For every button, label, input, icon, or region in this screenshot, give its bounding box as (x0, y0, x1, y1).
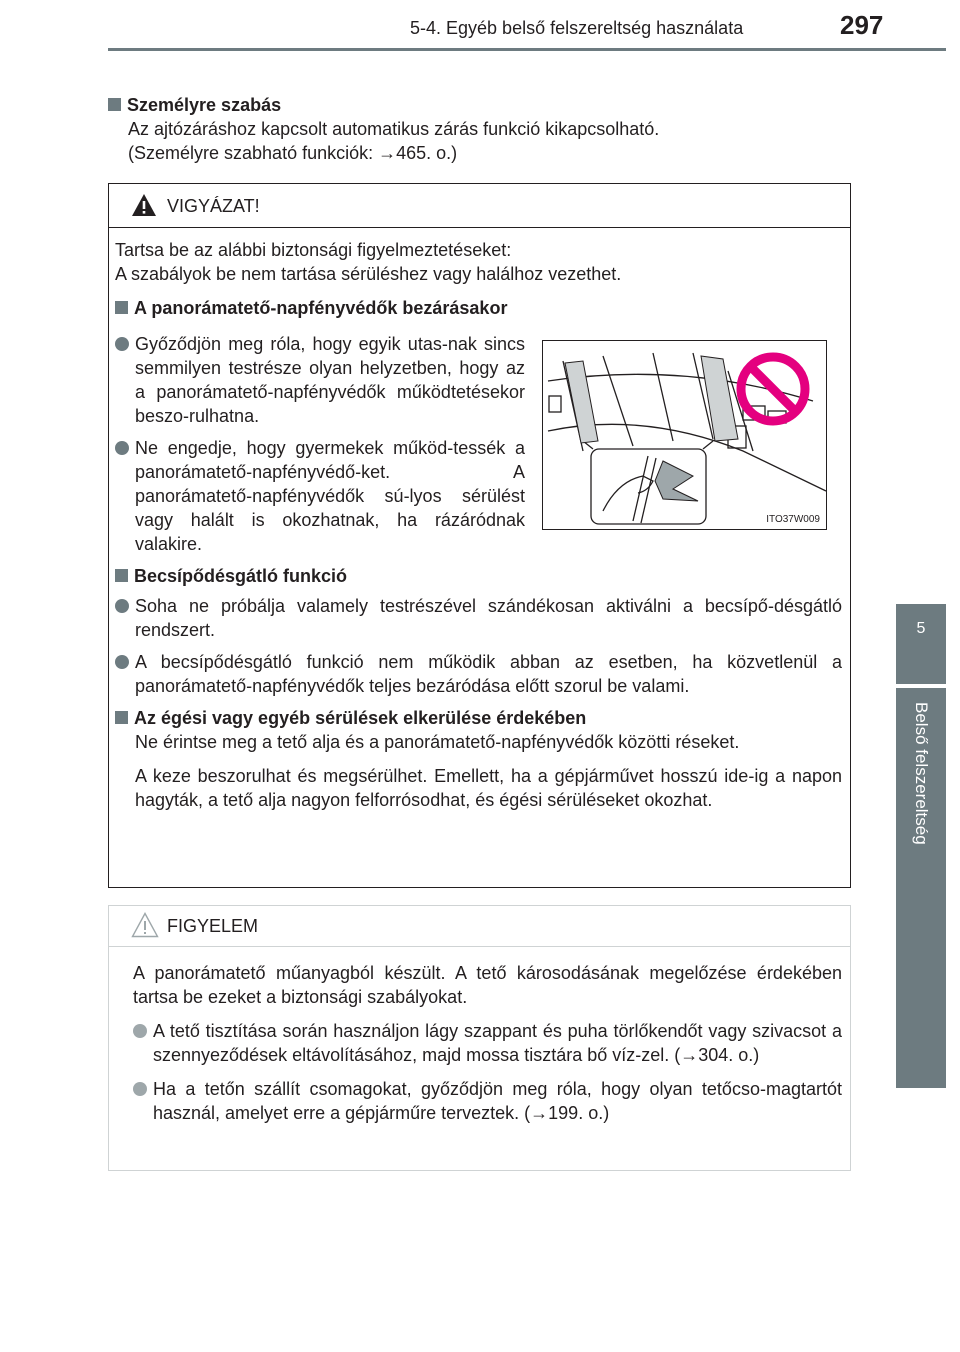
bullet-text: A tető tisztítása során használjon lágy szappant és puha törlőkendőt vagy szivacsot a szennyeződések eltávolításához, majd mossa tisztára bő víz-zel. (→304. o.) (153, 1021, 842, 1065)
chapter-tab[interactable] (896, 604, 946, 684)
section-heading: A panorámatető-napfényvédők bezárásakor (134, 298, 508, 318)
paragraph: Ne érintse meg a tető alja és a panorámatető-napfényvédők közötti réseket. (135, 732, 740, 752)
chapter-number: 5 (916, 620, 926, 637)
bullets-with-figure (115, 332, 525, 556)
bullet-text: Győződjön meg róla, hogy egyik utas-nak sincs semmilyen testrésze olyan helyzetben, hogy az a panorámatető-napfényvédők működtetésekor beszo-rulhatna. (135, 334, 525, 426)
warning-box (108, 183, 851, 888)
header-rule (108, 48, 946, 51)
warning-triangle-icon (131, 193, 157, 217)
bullet-dot-icon (115, 599, 129, 613)
section-heading: Becsípődésgátló funkció (134, 566, 348, 586)
warning-intro2: A szabályok be nem tartása sérüléshez vagy halálhoz vezethet. (115, 264, 622, 284)
page-number: 297 (840, 10, 884, 40)
bullet-text: Ne engedje, hogy gyermekek működ-tessék a panorámatető-napfényvédő-ket. A panorámatető-napfényvédők sú-lyos sérülést vagy halált is okozhatnak, ha rázáródnak valakire. (135, 438, 525, 554)
intro-heading: Személyre szabás (127, 95, 282, 115)
bullet-text: Ha a tetőn szállít csomagokat, győződjön meg róla, hogy olyan tetőcso-magtartót használ, amelyet erre a gépjárműre terveztek. (→199. o.) (153, 1079, 842, 1123)
bullet-text: Soha ne próbálja valamely testrészével szándékosan aktiválni a becsípő-désgátló rendszert. (135, 596, 842, 640)
roof-sunshade-drawing (543, 341, 826, 529)
list-item (115, 650, 842, 698)
square-bullet-icon (115, 711, 128, 724)
warning-header (109, 184, 850, 228)
section-title: 5-4. Egyéb belső felszereltség használata (410, 18, 744, 38)
notice-label: FIGYELEM (167, 916, 259, 936)
notice-box (108, 905, 851, 1171)
section-heading: Az égési vagy egyéb sérülések elkerülése érdekében (134, 708, 587, 728)
warning-label: VIGYÁZAT! (167, 196, 260, 216)
notice-intro: A panorámatető műanyagból készült. A tető károsodásának megelőzése érdekében tartsa be ezeket a biztonsági szabályokat. (133, 963, 842, 1007)
bullet-dot-icon (115, 655, 129, 669)
list-item (115, 594, 842, 642)
list-item (115, 436, 525, 556)
intro-line2: (Személyre szabható funkciók: →465. o.) (128, 143, 458, 163)
sunshade-illustration (542, 340, 827, 530)
intro-section (108, 93, 848, 165)
bullet-dot-icon (115, 441, 129, 455)
bullet-dot-icon (133, 1082, 147, 1096)
warning-intro1: Tartsa be az alábbi biztonsági figyelmeztetéseket: (115, 240, 512, 260)
square-bullet-icon (115, 301, 128, 314)
list-item (133, 1019, 842, 1067)
chapter-label: Belső felszereltség (912, 702, 931, 845)
bullet-dot-icon (133, 1024, 147, 1038)
notice-header (109, 906, 850, 947)
square-bullet-icon (108, 98, 121, 111)
list-item (133, 1077, 842, 1125)
notice-body (109, 947, 850, 1125)
list-item (115, 332, 525, 428)
bullet-text: A becsípődésgátló funkció nem működik abban az esetben, ha közvetlenül a panorámatető-napfényvédők teljes bezáródása előtt szorul be valami. (135, 652, 842, 696)
caution-triangle-icon (131, 912, 159, 938)
square-bullet-icon (115, 569, 128, 582)
paragraph: A keze beszorulhat és megsérülhet. Emellett, ha a gépjárművet hosszú ide-ig a napon hagyták, a tető alja nagyon felforrósodhat, és égési sérüléseket okozhat. (135, 766, 842, 810)
chapter-label-box (896, 688, 946, 1088)
figure-code: ITO37W009 (766, 514, 820, 525)
bullet-dot-icon (115, 337, 129, 351)
intro-line1: Az ajtózáráshoz kapcsolt automatikus zárás funkció kikapcsolható. (128, 119, 660, 139)
